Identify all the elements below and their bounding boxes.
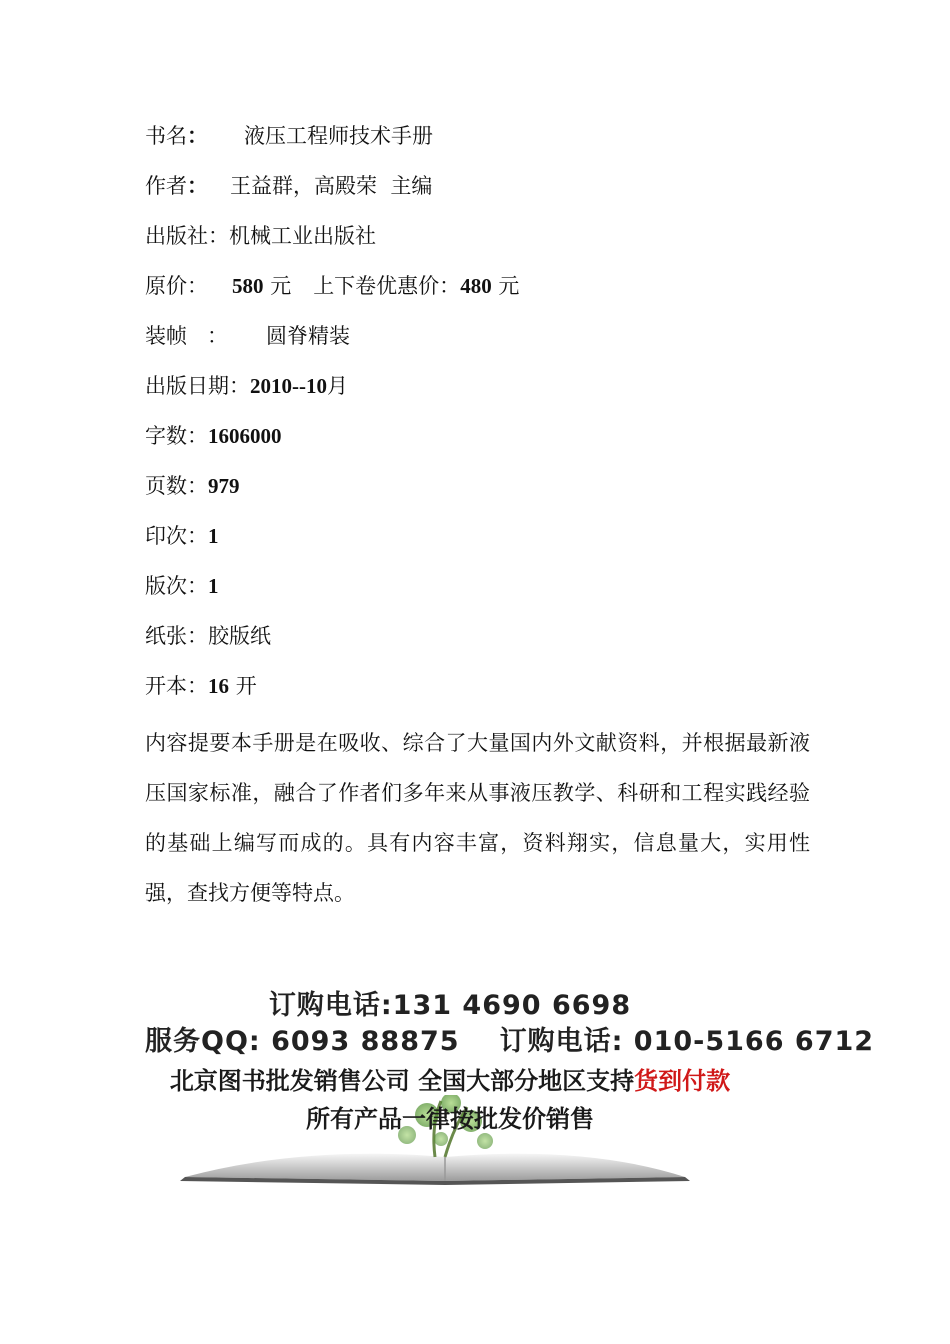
service-line	[145, 1019, 875, 1058]
date-label: 出版日期：	[145, 374, 250, 398]
title-value: 液压工程师技术手册	[244, 124, 433, 148]
words-label: 字数：	[145, 424, 208, 448]
paper-value: 胶版纸	[208, 624, 271, 648]
ad-banner	[145, 975, 875, 1190]
pages-label: 页数：	[145, 474, 208, 498]
format-value: 16	[208, 674, 229, 698]
publisher-value: 机械工业出版社	[229, 224, 376, 248]
title-sep: ：	[187, 124, 208, 148]
order-phone2-text: 订购电话: 010-5166 6712	[499, 1026, 875, 1057]
service-qq-text: 服务QQ: 6093 88875	[145, 1026, 460, 1057]
binding-sep: ：	[207, 324, 228, 348]
date-row	[145, 373, 348, 399]
edition-label: 版次：	[145, 574, 208, 598]
format-unit: 开	[235, 674, 257, 698]
price-row	[145, 273, 519, 299]
company-line	[145, 1061, 755, 1096]
publisher-label: 出版社：	[145, 224, 229, 248]
price-value: 580	[232, 274, 264, 298]
paper-label: 纸张：	[145, 624, 208, 648]
pages-value: 979	[208, 474, 240, 498]
author-value: 王益群，高殿荣 主编	[230, 174, 433, 198]
edition-row	[145, 573, 219, 599]
format-row	[145, 673, 257, 699]
edition-value: 1	[208, 574, 219, 598]
words-value: 1606000	[208, 424, 282, 448]
author-sep: ：	[187, 174, 208, 198]
impression-label: 印次：	[145, 524, 208, 548]
title-row	[145, 123, 433, 149]
order-phone-text: 订购电话:131 4690 6698	[268, 990, 632, 1021]
pages-row	[145, 473, 240, 499]
words-row	[145, 423, 282, 449]
paper-row	[145, 623, 271, 649]
author-label: 作者	[145, 174, 187, 198]
binding-label: 装帧	[145, 324, 187, 348]
format-label: 开本：	[145, 674, 208, 698]
date-value: 2010--10	[250, 374, 327, 398]
title-label: 书名	[145, 124, 187, 148]
author-row	[145, 173, 432, 199]
discount-label: 上下卷优惠价：	[313, 274, 461, 298]
discount-unit: 元	[498, 274, 520, 298]
binding-row	[145, 323, 350, 349]
impression-value: 1	[208, 524, 219, 548]
cod-text: 货到付款	[634, 1067, 731, 1095]
wholesale-text: 所有产品一律按批发价销售	[306, 1105, 594, 1133]
company-text: 北京图书批发销售公司 全国大部分地区支持	[169, 1067, 635, 1095]
price-label: 原价：	[145, 274, 208, 298]
discount-value: 480	[460, 274, 492, 298]
binding-value: 圆脊精装	[266, 324, 350, 348]
impression-row	[145, 523, 219, 549]
publisher-row	[145, 223, 376, 249]
date-unit: 月	[327, 374, 348, 398]
price-unit: 元	[270, 274, 292, 298]
summary-paragraph: 内容提要本手册是在吸收、综合了大量国内外文献资料，并根据最新液压国家标准，融合了作者们多年来从事液压教学、科研和工程实践经验的基础上编写而成的。具有内容丰富，资料翔实，信息量大，实用性强，查找方便等特点。	[145, 731, 810, 905]
